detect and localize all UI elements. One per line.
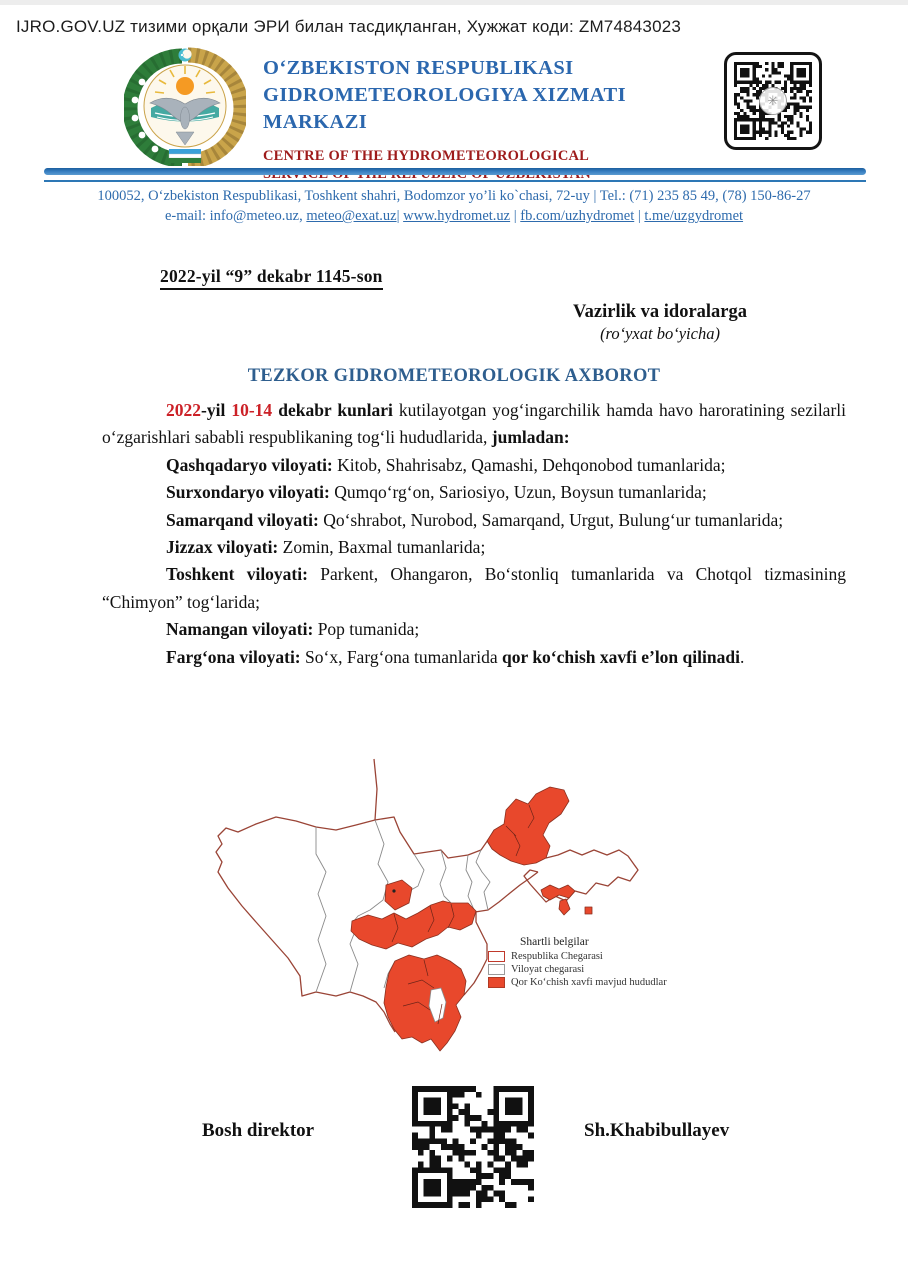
intro-yil: -yil [201,400,232,420]
document-date-number: 2022-yil “9” dekabr 1145-son [160,266,383,290]
intro-year: 2022 [166,400,201,420]
region-label: Surxondaryo viloyati: [166,482,330,503]
esignature-bar [0,0,908,51]
address-line: 100052, O‘zbekiston Respublikasi, Toshkent shahri, Bodomzor yo’li ko`chasi, 72-uy | Tel.: (71) 235 85 49, (78) 150-86-27 [97,188,811,204]
contact-links-line [0,208,908,225]
region-tail: . [739,646,745,667]
header-divider-thick [44,168,866,175]
document-title: TEZKOR GIDROMETEOROLOGIK AXBOROT [247,366,661,386]
uzbekistan-emblem-icon [124,46,246,166]
signer-name: Sh.Khabibullayev [584,1120,730,1141]
region-paragraph [102,644,846,671]
region-text: Parkent, Ohangaron, Bo‘stonliq tumanlarida va Chotqol tizmasining “Chimyon” tog‘larida; [102,564,846,612]
qr-center-emblem-icon: ✳ [759,87,787,115]
addressee-note: (ro‘yxat bo‘yicha) [600,324,720,343]
link-meteo-exat[interactable]: meteo@exat.uz [306,208,397,224]
verification-qr-icon [724,52,822,150]
legend-label: Viloyat chegarasi [511,964,585,975]
region-paragraph [102,534,846,561]
org-name-uz-line2: GIDROMETEOROLOGIYA XIZMATI MARKAZI [263,84,626,133]
intro-jumladan: jumladan: [491,427,570,448]
region-text: Zomin, Baxmal tumanlarida; [278,537,486,558]
region-paragraph [102,452,846,479]
region-text: Kitob, Shahrisabz, Qamashi, Dehqonobod tumanlarida; [332,454,726,475]
region-text: Qo‘shrabot, Nurobod, Samarqand, Urgut, Bulung‘ur tumanlarida; [318,509,784,530]
intro-text: kutilayotgan yog‘ingarchilik hamda havo haroratining sezilarli o‘zgarishlari sababli respublikaning tog‘li hududlarida, [102,400,847,448]
email-prefix: e-mail: info@meteo.uz, [164,208,307,224]
legend-label: Respublika Chegarasi [511,951,603,962]
org-name-en-line1: CENTRE OF THE HYDROMETEOROLOGICAL [263,148,590,164]
link-hydromet-site[interactable]: www.hydromet.uz [403,208,511,224]
regions-list [102,452,846,671]
legend-title: Shartli belgilar [520,936,589,948]
region-bold-tail: qor ko‘chish xavfi e’lon qilinadi [502,646,740,667]
intro-paragraph [102,397,846,452]
region-paragraph [102,616,846,643]
org-name-uz-line1: O‘ZBEKISTON RESPUBLIKASI [263,57,574,79]
region-label: Namangan viloyati: [166,619,314,640]
approval-qr-icon [412,1086,534,1208]
region-paragraph [102,507,846,534]
region-paragraph [102,561,846,616]
header-divider-thin [44,180,866,182]
region-text: Qumqo‘rg‘on, Sariosiyo, Uzun, Boysun tumanlarida; [329,482,707,503]
legend-label: Qor Ko‘chish xavfi mavjud hududlar [511,977,667,988]
region-label: Toshkent viloyati: [166,564,308,585]
esignature-text: IJRO.GOV.UZ тизими орқали ЭРИ билан тасдиқланган, Хужжат коди: ZM74843023 [16,17,682,36]
org-name-block [263,55,733,183]
link-facebook[interactable]: fb.com/uzhydromet [520,208,635,224]
avalanche-risk-map [198,744,718,1076]
addressee-block [535,302,785,344]
region-text: So‘x, Farg‘ona tumanlarida [300,646,503,667]
link-separator: | [396,208,404,224]
link-separator: | [510,208,521,224]
link-separator: | [634,208,645,224]
region-label: Samarqand viloyati: [166,509,319,530]
region-text: Pop tumanida; [313,619,420,640]
region-label: Qashqadaryo viloyati: [166,454,333,475]
document-body [102,397,846,671]
region-label: Jizzax viloyati: [166,537,279,558]
region-paragraph [102,479,846,506]
intro-dekabr: dekabr kunlari [272,400,399,420]
intro-dates: 10-14 [231,400,273,420]
signer-position: Bosh direktor [202,1120,315,1141]
link-telegram[interactable]: t.me/uzgydromet [644,208,744,224]
addressee-title: Vazirlik va idoralarga [572,302,748,322]
region-label: Farg‘ona viloyati: [166,646,301,667]
